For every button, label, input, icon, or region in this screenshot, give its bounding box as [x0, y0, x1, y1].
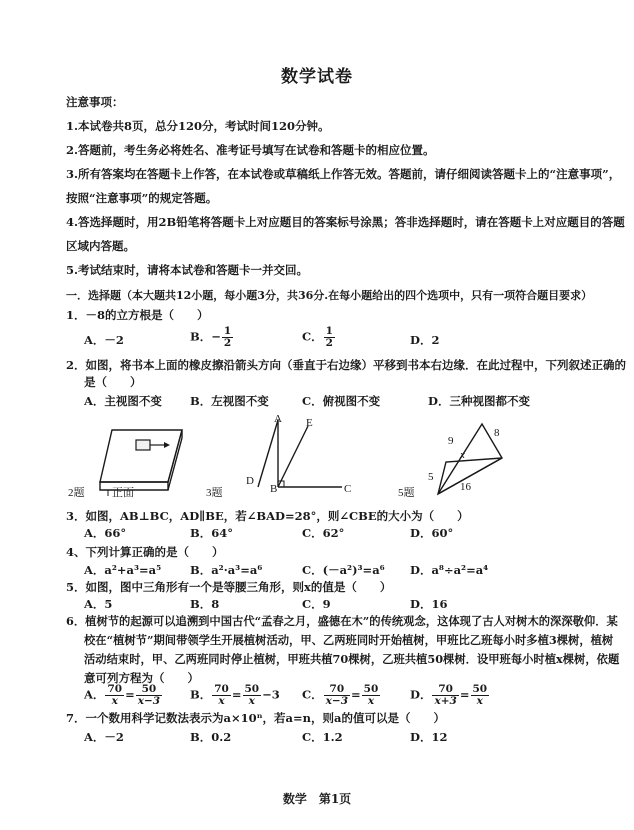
- q2-option-c: C．俯视图不变: [302, 394, 381, 408]
- figure-2-caption: 2题: [68, 487, 85, 499]
- figure-5-label-8: 8: [494, 427, 500, 439]
- page-footer: 数学 第1页: [282, 792, 352, 806]
- q3-option-d: D．60°: [410, 526, 454, 540]
- q7-option-a: A．－2: [84, 730, 124, 744]
- q6-option-a: A． $\frac{70}{x}$ = $\frac{50}{x-3}$: [84, 683, 161, 707]
- q1-option-d: D．2: [410, 333, 440, 347]
- q5-option-b: B．8: [190, 597, 220, 611]
- figure-3-caption: 3题: [206, 487, 223, 499]
- q3-option-b: B．64°: [190, 526, 233, 540]
- figure-3-label-B: B: [270, 483, 278, 495]
- notice-heading: 注意事项：: [66, 95, 124, 109]
- q6-stem-line4: 意可列方程为（ ）: [84, 671, 199, 685]
- q7-option-d: D．12: [410, 730, 448, 744]
- figure-3-label-C: C: [344, 483, 352, 495]
- notice-item-4: 4.答选择题时，用2B铅笔将答题卡上对应题目的答案标号涂黑；答非选择题时，请在答题卡上对应题目的答题: [66, 215, 625, 229]
- q6-option-d: D． $\frac{70}{x+3}$ = $\frac{50}{x}$: [410, 683, 488, 707]
- q5-option-c: C．9: [302, 597, 331, 611]
- q2-stem-line2: 是（ ）: [84, 375, 142, 389]
- q5-stem: 5．如图，图中三角形有一个是等腰三角形，则x的值是（ ）: [66, 580, 392, 594]
- q4-option-c: C．(－a²)³=a⁶: [302, 563, 385, 577]
- q2-option-b: B．左视图不变: [190, 394, 269, 408]
- section-heading: 一．选择题（本大题共12小题，每小题3分，共36分.在每小题给出的四个选项中，只有一项符合题目要求）: [66, 289, 593, 302]
- page-title: 数学试卷: [281, 67, 353, 87]
- q4-option-b: B．a²·a³=a⁶: [190, 563, 263, 577]
- q3-stem: 3．如图，AB⊥BC，AD∥BE，若∠BAD=28°，则∠CBE的大小为（ ）: [66, 509, 469, 523]
- q3-option-c: C．62°: [302, 526, 345, 540]
- figure-3-label-E: E: [306, 417, 313, 429]
- figure-5-caption: 5题: [398, 487, 415, 499]
- q6-stem-line1: 6．植树节的起源可以追溯到中国古代“孟春之月，盛德在木”的传统观念，这体现了古人对树木的深深敬仰．某: [66, 614, 618, 628]
- q1-option-a: A．－2: [84, 333, 124, 347]
- figure-5-triangles: [398, 414, 518, 504]
- notice-item-4-cont: 区域内答题。: [66, 239, 135, 253]
- q6-option-c: C． $\frac{70}{x-3}$ = $\frac{50}{x}$: [302, 683, 379, 707]
- notice-item-1: 1.本试卷共8页，总分120分，考试时间120分钟。: [66, 119, 330, 133]
- q5-option-a: A．5: [84, 597, 113, 611]
- q2-option-d: D．三种视图都不变: [428, 394, 530, 408]
- figure-3-angles: [208, 412, 368, 502]
- q6-option-b: B． $\frac{70}{x}$ = $\frac{50}{x}$ −3: [190, 683, 280, 707]
- notice-item-3-cont: 按照“注意事项”的规定答题。: [66, 191, 218, 205]
- figure-5-label-16: 16: [460, 481, 471, 493]
- notice-item-3: 3.所有答案均在答题卡上作答，在本试卷或草稿纸上作答无效。答题前，请仔细阅读答题卡上的“注意事项”，: [66, 167, 621, 181]
- q1-option-b: B．− $\frac{1}{2}$: [190, 325, 232, 349]
- figure-2-book: [64, 420, 214, 500]
- q3-option-a: A．66°: [84, 526, 127, 540]
- q4-option-d: D．a⁸÷a²=a⁴: [410, 563, 489, 577]
- notice-item-2: 2.答题前，考生务必将姓名、准考证号填写在试卷和答题卡的相应位置。: [66, 143, 435, 157]
- notice-item-5: 5.考试结束时，请将本试卷和答题卡一并交回。: [66, 263, 309, 277]
- q4-stem: 4、下列计算正确的是（ ）: [66, 545, 224, 559]
- q2-stem-line1: 2．如图，将书本上面的橡皮擦沿箭头方向（垂直于右边缘）平移到书本右边缘．在此过程中，下列叙述正确的: [66, 358, 626, 372]
- q5-option-d: D．16: [410, 597, 448, 611]
- figure-5-label-5: 5: [428, 471, 434, 483]
- q7-option-b: B．0.2: [190, 730, 232, 744]
- q7-option-c: C．1.2: [302, 730, 343, 744]
- figure-3-label-A: A: [274, 413, 282, 425]
- figure-2-front-label: 正面: [112, 487, 134, 499]
- q6-stem-line2: 校在“植树节”期间带领学生开展植树活动，甲、乙两班同时开始植树，甲班比乙班每小时多植3棵树，植树: [84, 633, 614, 647]
- q2-option-a: A．主视图不变: [84, 394, 162, 408]
- figure-5-label-x: x: [460, 449, 465, 461]
- figure-3-label-D: D: [246, 475, 254, 487]
- q4-option-a: A．a²+a³=a⁵: [84, 563, 162, 577]
- q6-stem-line3: 活动结束时，甲、乙两班同时停止植树，甲班共植70棵树，乙班共植50棵树．设甲班每小时植x棵树，依题: [84, 652, 620, 666]
- q1-stem: 1．－8的立方根是（ ）: [66, 308, 209, 322]
- q1-c-fraction: $\frac{1}{2}$: [325, 325, 333, 349]
- q1-b-fraction: $\frac{1}{2}$: [223, 325, 232, 349]
- q7-stem: 7．一个数用科学记数法表示为a×10ⁿ，若a=n，则a的值可以是（ ）: [66, 711, 445, 725]
- figure-5-label-9: 9: [448, 435, 454, 447]
- q1-option-c: C． $\frac{1}{2}$: [302, 325, 333, 349]
